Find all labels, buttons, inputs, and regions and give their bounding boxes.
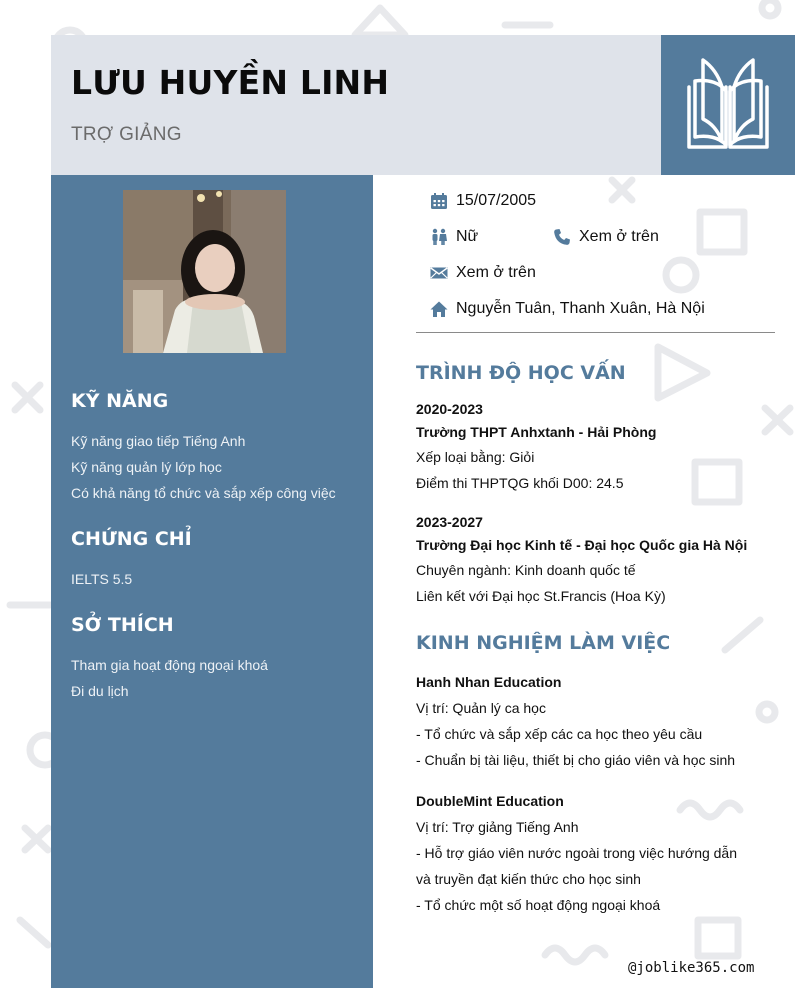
skill-item: Kỹ năng giao tiếp Tiếng Anh: [71, 433, 246, 449]
birthday-value: 15/07/2005: [456, 192, 537, 209]
experience-company: DoubleMint Education: [416, 793, 564, 809]
watermark-text: @joblike365.com: [628, 960, 755, 976]
experience-detail: và truyền đạt kiến thức cho học sinh: [416, 871, 641, 887]
calendar-icon: [430, 192, 448, 210]
birthday-row: [430, 192, 536, 210]
gender-row: [430, 228, 478, 246]
hobby-item: Tham gia hoạt động ngoại khoá: [71, 657, 268, 673]
experience-detail: - Tổ chức và sắp xếp các ca học theo yêu cầu: [416, 726, 703, 742]
education-detail: Điểm thi THPTQG khối D00: 24.5: [416, 475, 624, 491]
skill-item: Kỹ năng quản lý lớp học: [71, 459, 222, 475]
education-heading: TRÌNH ĐỘ HỌC VẤN: [416, 362, 626, 384]
education-school: Trường THPT Anhxtanh - Hải Phòng: [416, 424, 657, 440]
profile-photo: [123, 190, 286, 353]
education-detail: Liên kết với Đại học St.Francis (Hoa Kỳ): [416, 588, 666, 604]
profile-photo-illustration: [123, 190, 286, 353]
certificates-heading: CHỨNG CHỈ: [71, 528, 192, 550]
skills-heading: KỸ NĂNG: [71, 390, 169, 412]
header-banner: [51, 35, 661, 175]
experience-detail: - Hỗ trợ giáo viên nước ngoài trong việc hướng dẫn: [416, 845, 738, 861]
gender-icon: [430, 228, 448, 246]
education-detail: Xếp loại bằng: Giỏi: [416, 449, 535, 465]
experience-detail: - Tổ chức một số hoạt động ngoại khoá: [416, 897, 661, 913]
gender-value: Nữ: [456, 228, 479, 245]
candidate-name: LƯU HUYỀN LINH: [71, 63, 390, 102]
phone-row: [553, 228, 659, 246]
experience-detail: Vị trí: Quản lý ca học: [416, 700, 546, 716]
phone-icon: [553, 228, 571, 246]
education-years: 2020-2023: [416, 401, 483, 417]
experience-detail: Vị trí: Trợ giảng Tiếng Anh: [416, 819, 579, 835]
hobby-item: Đi du lịch: [71, 683, 129, 699]
education-years: 2023-2027: [416, 514, 483, 530]
education-school: Trường Đại học Kinh tế - Đại học Quốc gia Hà Nội: [416, 537, 748, 553]
education-detail: Chuyên ngành: Kinh doanh quốc tế: [416, 562, 636, 578]
address-value: Nguyễn Tuân, Thanh Xuân, Hà Nội: [456, 300, 705, 317]
skill-item: Có khả năng tổ chức và sắp xếp công việc: [71, 485, 336, 501]
certificate-item: IELTS 5.5: [71, 571, 133, 587]
sidebar: [51, 175, 373, 988]
hobbies-heading: SỞ THÍCH: [71, 614, 174, 636]
email-row: [430, 264, 536, 282]
address-row: [430, 300, 705, 318]
open-book-icon: [681, 57, 775, 151]
email-value: Xem ở trên: [456, 264, 536, 281]
experience-heading: KINH NGHIỆM LÀM VIỆC: [416, 632, 671, 654]
experience-company: Hanh Nhan Education: [416, 674, 562, 690]
job-title: TRỢ GIẢNG: [71, 124, 182, 145]
experience-detail: - Chuẩn bị tài liệu, thiết bị cho giáo viên và học sinh: [416, 752, 736, 768]
book-icon-box: [661, 35, 795, 175]
phone-value: Xem ở trên: [579, 228, 659, 245]
contact-divider: [416, 332, 775, 333]
email-icon: [430, 264, 448, 282]
home-icon: [430, 300, 448, 318]
